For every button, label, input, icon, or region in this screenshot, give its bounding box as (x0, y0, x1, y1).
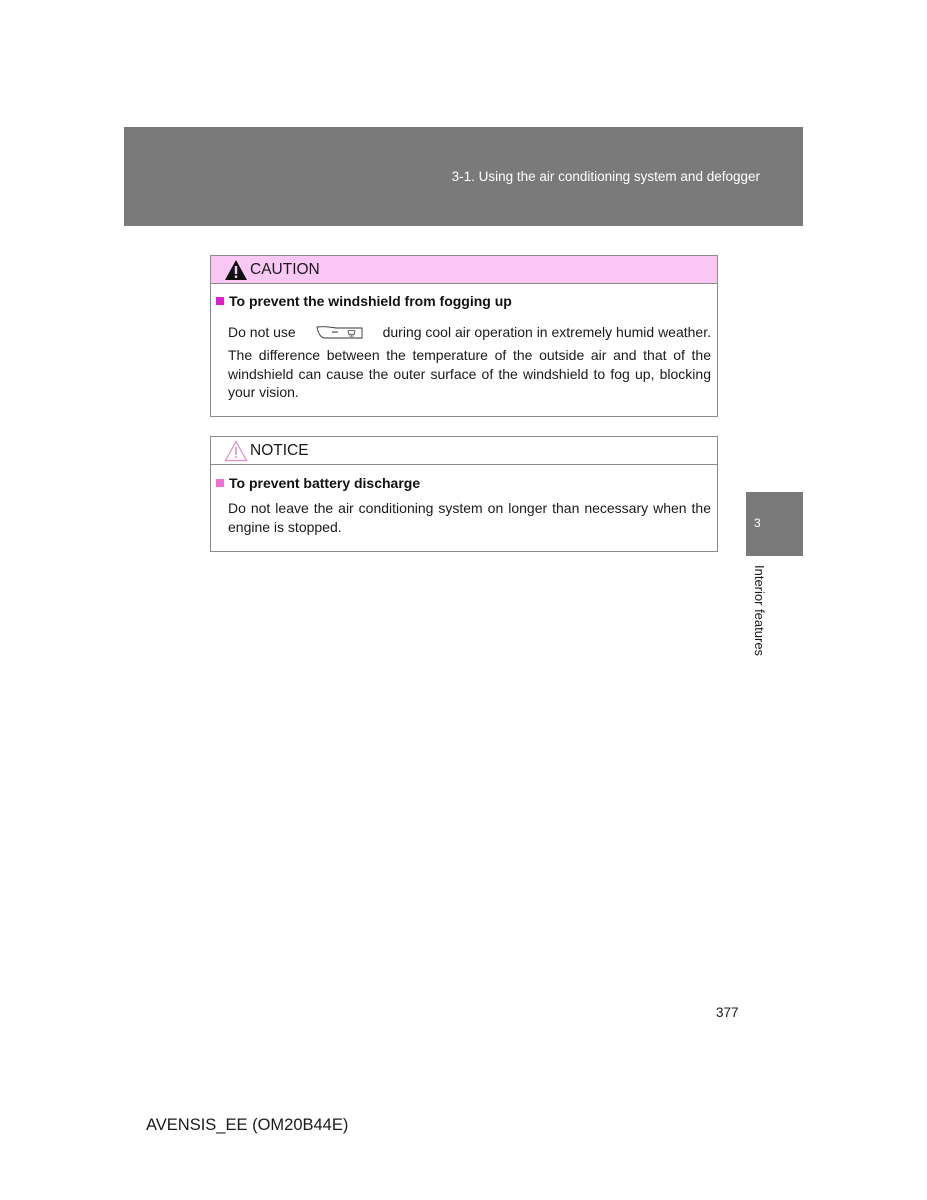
caution-paragraph: The difference between the temperature of the outside air and that of the windshield can cause the outer surface of the windshield to fog up, blocking your vision. (228, 347, 711, 400)
notice-heading (216, 475, 420, 491)
caution-header (211, 256, 717, 284)
caution-box (210, 255, 718, 417)
caution-text-before-icon: Do not use (228, 324, 296, 340)
footer-model-code: AVENSIS_EE (OM20B44E) (146, 1116, 349, 1134)
caution-bullet-icon (216, 297, 224, 305)
caution-label: CAUTION (250, 261, 320, 278)
windshield-defogger-switch-icon (316, 325, 363, 339)
warning-triangle-icon (224, 259, 248, 281)
chapter-side-tab (746, 492, 803, 556)
caution-text-after-icon: during cool air operation in extremely humid weather. (382, 324, 711, 340)
notice-box (210, 436, 718, 552)
page-number: 377 (716, 1005, 739, 1020)
notice-triangle-icon (224, 440, 248, 462)
notice-bullet-icon (216, 479, 224, 487)
section-title: 3-1. Using the air conditioning system and defogger (451, 169, 760, 184)
caution-heading-text: To prevent the windshield from fogging up (229, 293, 512, 309)
notice-label: NOTICE (250, 442, 309, 459)
chapter-header-band (124, 127, 803, 226)
notice-paragraph: Do not leave the air conditioning system on longer than necessary when the engine is stopped. (228, 500, 711, 535)
notice-header (211, 437, 717, 465)
notice-heading-text: To prevent battery discharge (229, 475, 421, 491)
caution-heading (216, 293, 512, 309)
caution-first-line (228, 323, 711, 342)
chapter-side-label: Interior features (752, 565, 767, 657)
chapter-number: 3 (754, 516, 761, 530)
